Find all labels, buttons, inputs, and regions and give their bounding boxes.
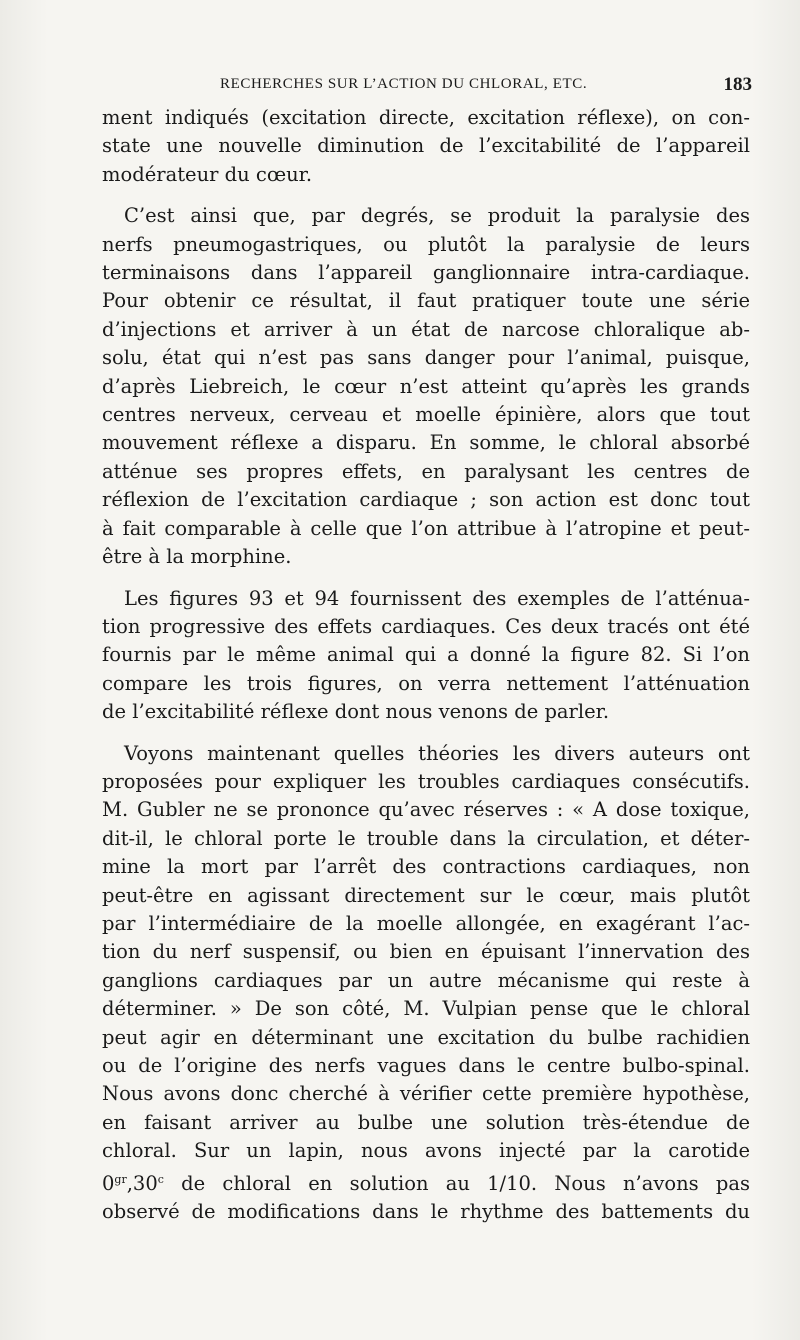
- text-line: atténue ses propres effets, en paralysant les centres de: [102, 459, 750, 483]
- text-line: proposées pour expliquer les troubles cardiaques consécutifs.: [102, 769, 750, 793]
- text-line: Nous avons donc cherché à vérifier cette première hypothèse,: [102, 1082, 750, 1106]
- paragraph-2: [102, 202, 750, 571]
- text-line: state une nouvelle diminution de l’excitabilité de l’appareil: [102, 134, 750, 158]
- text-line: être à la morphine.: [102, 545, 292, 569]
- text-line: déterminer. » De son côté, M. Vulpian pense que le chloral: [102, 997, 750, 1021]
- text-line: dit-il, le chloral porte le trouble dans la circulation, et déter-: [102, 826, 750, 850]
- body-text: [102, 104, 750, 1239]
- unit-gramme: gr: [114, 1172, 127, 1186]
- dose-rest: de chloral en solution au 1/10. Nous n’avons pas: [163, 1171, 750, 1195]
- text-line: d’injections et arriver à un état de narcose chloralique ab-: [102, 317, 750, 341]
- text-line: Les figures 93 et 94 fournissent des exemples de l’atténua-: [124, 586, 750, 610]
- text-line: fournis par le même animal qui a donné la figure 82. Si l’on: [102, 643, 750, 667]
- text-line: ganglions cardiaques par un autre mécanisme qui reste à: [102, 968, 750, 992]
- text-line: chloral. Sur un lapin, nous avons injecté par la carotide: [102, 1139, 750, 1163]
- page-header: [100, 76, 752, 100]
- text-line: observé de modifications dans le rhythme des battements du: [102, 1200, 750, 1224]
- text-line: par l’intermédiaire de la moelle allongée, en exagérant l’ac-: [102, 911, 750, 935]
- text-line: peut agir en déterminant une excitation du bulbe rachidien: [102, 1025, 750, 1049]
- text-line: mouvement réflexe a disparu. En somme, le chloral absorbé: [102, 431, 750, 455]
- text-line: centres nerveux, cerveau et moelle épinière, alors que tout: [102, 403, 750, 427]
- dose-mid: ,30: [126, 1171, 158, 1195]
- running-title: RECHERCHES SUR L’ACTION DU CHLORAL, ETC.: [220, 76, 588, 92]
- text-line: terminaisons dans l’appareil ganglionnaire intra-cardiaque.: [102, 261, 750, 285]
- text-line: solu, état qui n’est pas sans danger pour l’animal, puisque,: [102, 346, 750, 370]
- text-line: tion progressive des effets cardiaques. Ces deux tracés ont été: [102, 614, 750, 638]
- paragraph-1: [102, 104, 750, 189]
- text-line: à fait comparable à celle que l’on attribue à l’atropine et peut-: [102, 516, 750, 540]
- dose-prefix: 0: [102, 1171, 115, 1195]
- paragraph-4: [102, 740, 750, 1227]
- text-line: en faisant arriver au bulbe une solution très-étendue de: [102, 1110, 750, 1134]
- paragraph-3: [102, 585, 750, 727]
- text-line: peut-être en agissant directement sur le cœur, mais plutôt: [102, 883, 750, 907]
- page-number: 183: [723, 74, 752, 95]
- text-line: compare les trois figures, on verra nettement l’atténuation: [102, 671, 750, 695]
- text-line: ou de l’origine des nerfs vagues dans le centre bulbo-spinal.: [102, 1054, 750, 1077]
- text-line: Voyons maintenant quelles théories les divers auteurs ont: [124, 741, 750, 765]
- dose-line: [102, 1166, 750, 1198]
- text-line: modérateur du cœur.: [102, 162, 313, 186]
- text-line: C’est ainsi que, par degrés, se produit la paralysie des: [124, 204, 750, 228]
- text-line: ment indiqués (excitation directe, excitation réflexe), on con-: [102, 106, 750, 129]
- text-line: tion du nerf suspensif, ou bien en épuisant l’innervation des: [102, 940, 750, 964]
- text-line: d’après Liebreich, le cœur n’est atteint qu’après les grands: [102, 374, 750, 398]
- text-line: M. Gubler ne se prononce qu’avec réserves : « A dose toxique,: [102, 798, 750, 822]
- unit-centigramme: c: [157, 1172, 164, 1186]
- text-line: de l’excitabilité réflexe dont nous venons de parler.: [102, 700, 610, 724]
- text-line: nerfs pneumogastriques, ou plutôt la paralysie de leurs: [102, 232, 750, 256]
- text-line: Pour obtenir ce résultat, il faut pratiquer toute une série: [102, 289, 750, 313]
- text-line: réflexion de l’excitation cardiaque ; son action est donc tout: [102, 488, 750, 512]
- text-line: mine la mort par l’arrêt des contractions cardiaques, non: [102, 855, 750, 879]
